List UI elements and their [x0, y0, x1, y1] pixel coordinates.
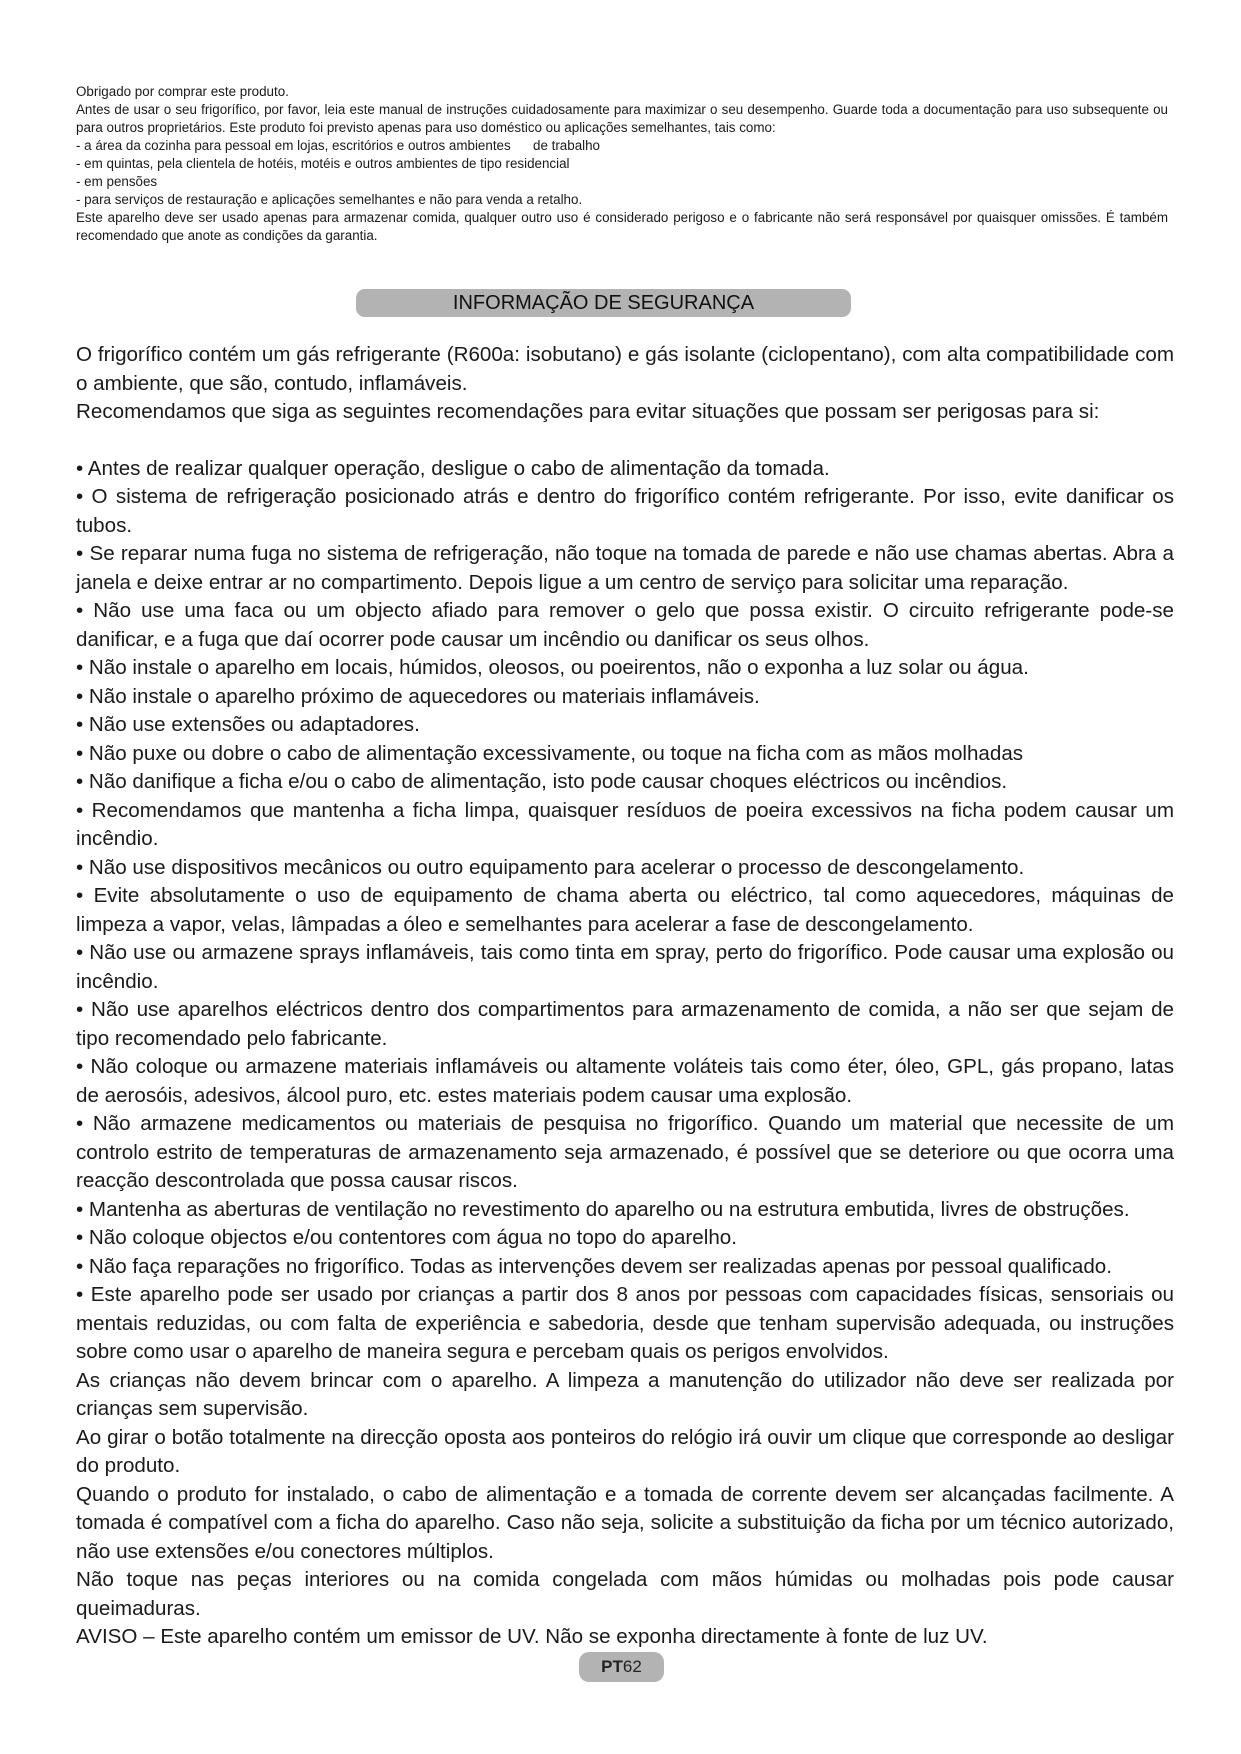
spacer [76, 427, 1174, 455]
bullet-item: • Não use extensões ou adaptadores. [76, 713, 420, 736]
bullet-item: • Recomendamos que mantenha a ficha limpa, quaisquer resíduos de poeira excessivos na ficha podem causar um incêndio. [76, 798, 1174, 850]
bullet-item: • Este aparelho pode ser usado por crianças a partir dos 8 anos por pessoas com capacidades físicas, sensoriais ou mentais reduzidas, ou com falta de experiência e sabedoria, desde que tenham supervisão adequada, ou instruções sobre como usar o aparelho de maneira segura e percebam quais os perigos envolvidos. [76, 1283, 1174, 1363]
bullet-item: • Não coloque ou armazene materiais inflamáveis ou altamente voláteis tais como éter, óleo, GPL, gás propano, latas de aerosóis, adesivos, álcool puro, etc. estes materiais podem causar uma explosão. [76, 1055, 1174, 1107]
lead-paragraph: O frigorífico contém um gás refrigerante (R600a: isobutano) e gás isolante (ciclopentano), com alta compatibilidade com o ambiente, que são, contudo, inflamáveis. [76, 343, 1174, 395]
closing-paragraph: Quando o produto for instalado, o cabo de alimentação e a tomada de corrente devem ser alcançadas facilmente. A tomada é compatível com a ficha do aparelho. Caso não seja, solicite a substituição da ficha por um técnico autorizado, não use extensões e/ou conectores múltiplos. [76, 1482, 1174, 1563]
bullet-item: • Não faça reparações no frigorífico. Todas as intervenções devem ser realizadas apenas por pessoal qualificado. [76, 1254, 1112, 1278]
bullet-item: • Não coloque objectos e/ou contentores com água no topo do aparelho. [76, 1226, 737, 1249]
bullet-item: • Não instale o aparelho em locais, húmidos, oleosos, ou poeirentos, não o exponha a luz solar ou água. [76, 656, 1029, 679]
bullet-item: • Não use uma faca ou um objecto afiado para remover o gelo que possa existir. O circuito refrigerante pode-se danificar, e a fuga que daí ocorrer pode causar um incêndio ou danificar os seus olhos. [76, 599, 1174, 651]
closing-paragraph: Não toque nas peças interiores ou na comida congelada com mãos húmidas ou molhadas pois pode causar queimaduras. [76, 1568, 1174, 1620]
intro-line: Este aparelho deve ser usado apenas para armazenar comida, qualquer outro uso é considerado perigoso e o fabricante não será responsável por quaisquer omissões. É também recomendado que anote as condições da garantia. [76, 210, 1168, 243]
bullet-item: • Não use ou armazene sprays inflamáveis, tais como tinta em spray, perto do frigorífico. Pode causar uma explosão ou incêndio. [76, 941, 1174, 993]
closing-paragraph: Ao girar o botão totalmente na direcção oposta aos ponteiros do relógio irá ouvir um clique que corresponde ao desligar do produto. [76, 1425, 1174, 1477]
safety-text [76, 341, 1174, 1652]
intro-block [76, 83, 1168, 245]
closing-paragraph: AVISO – Este aparelho contém um emissor de UV. Não se exponha directamente à fonte de luz UV. [76, 1625, 988, 1648]
bullet-item: • Antes de realizar qualquer operação, desligue o cabo de alimentação da tomada. [76, 456, 830, 480]
intro-line: - para serviços de restauração e aplicações semelhantes e não para venda a retalho. [76, 192, 583, 207]
page-number: 62 [622, 1657, 642, 1676]
bullet-item: • Evite absolutamente o uso de equipamento de chama aberta ou eléctrico, tal como aquecedores, máquinas de limpeza a vapor, velas, lâmpadas a óleo e semelhantes para acelerar a fase de descongelamento. [76, 884, 1174, 936]
bullet-item: • Não puxe ou dobre o cabo de alimentação excessivamente, ou toque na ficha com as mãos molhadas [76, 741, 1024, 765]
bullet-item: • Não armazene medicamentos ou materiais de pesquisa no frigorífico. Quando um material que necessite de um controlo estrito de temperaturas de armazenamento seja armazenado, é possível que se deteriore ou que ocorra uma reacção descontrolada que possa causar riscos. [76, 1112, 1174, 1192]
intro-line: - em pensões [76, 174, 158, 189]
bullet-item: • Não use dispositivos mecânicos ou outro equipamento para acelerar o processo de descongelamento. [76, 855, 1025, 879]
intro-line: - em quintas, pela clientela de hotéis, motéis e outros ambientes de tipo residencial [76, 156, 570, 171]
bullet-item: • Não use aparelhos eléctricos dentro dos compartimentos para armazenamento de comida, a não ser que sejam de tipo recomendado pelo fabricante. [76, 998, 1174, 1050]
language-code: PT [601, 1657, 623, 1676]
intro-line: Antes de usar o seu frigorífico, por favor, leia este manual de instruções cuidadosamente para maximizar o seu desempenho. Guarde toda a documentação para uso subsequente ou para outros proprietários. Este produto foi previsto apenas para uso doméstico ou aplicações semelhantes, tais como: [76, 102, 1168, 135]
intro-line: Obrigado por comprar este produto. [76, 84, 289, 99]
closing-paragraph: As crianças não devem brincar com o aparelho. A limpeza a manutenção do utilizador não deve ser realizada por crianças sem supervisão. [76, 1368, 1174, 1420]
bullet-item: • Se reparar numa fuga no sistema de refrigeração, não toque na tomada de parede e não use chamas abertas. Abra a janela e deixe entrar ar no compartimento. Depois ligue a um centro de serviço para solicitar uma reparação. [76, 542, 1174, 594]
bullet-item: • Não instale o aparelho próximo de aquecedores ou materiais inflamáveis. [76, 684, 760, 708]
lead-paragraph: Recomendamos que siga as seguintes recomendações para evitar situações que possam ser perigosas para si: [76, 400, 1100, 423]
bullet-item: • Mantenha as aberturas de ventilação no revestimento do aparelho ou na estrutura embutida, livres de obstruções. [76, 1197, 1130, 1221]
section-title: INFORMAÇÃO DE SEGURANÇA [356, 289, 851, 317]
page-number-badge [579, 1652, 664, 1682]
bullet-item: • Não danifique a ficha e/ou o cabo de alimentação, isto pode causar choques eléctricos ou incêndios. [76, 770, 1008, 793]
intro-line: - a área da cozinha para pessoal em lojas, escritórios e outros ambientes de trabalho [76, 138, 601, 153]
bullet-item: • O sistema de refrigeração posicionado atrás e dentro do frigorífico contém refrigerante. Por isso, evite danificar os tubos. [76, 485, 1174, 537]
